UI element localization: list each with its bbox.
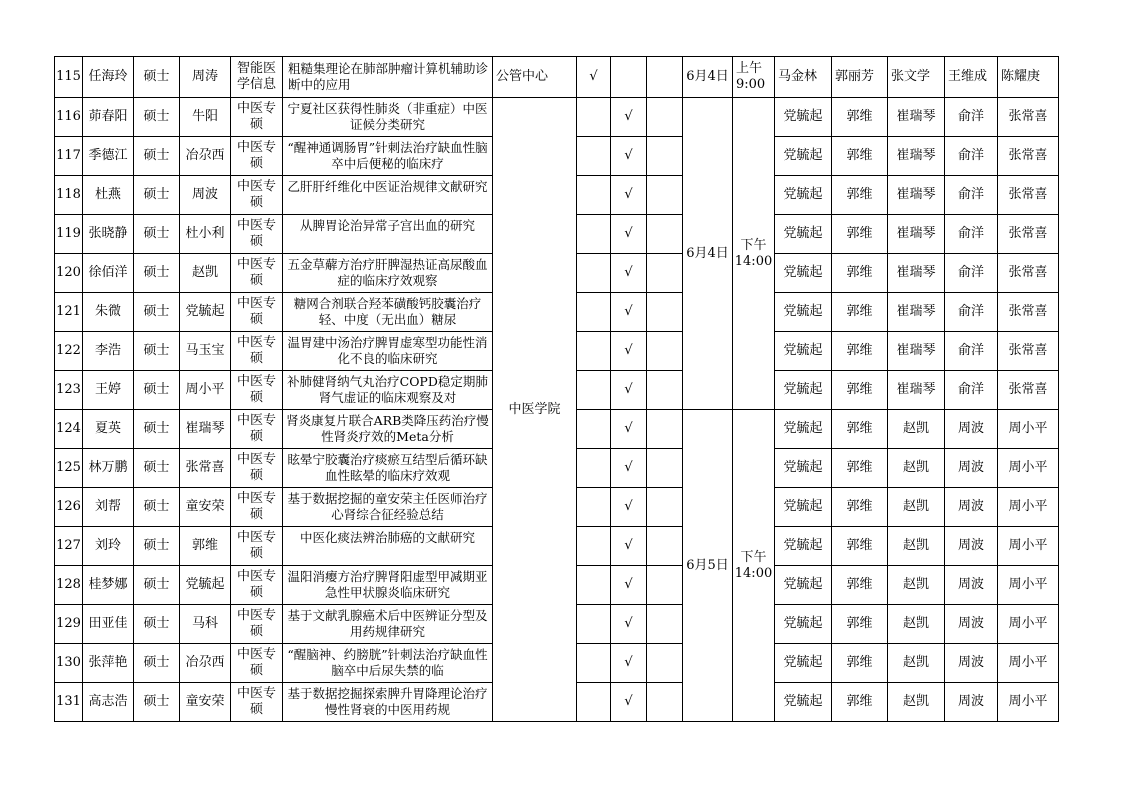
committee-4: 周波 xyxy=(945,488,998,527)
check-mark: √ xyxy=(611,215,647,254)
committee-2: 郭维 xyxy=(832,449,888,488)
committee-4: 周波 xyxy=(945,527,998,566)
student-name: 杜燕 xyxy=(83,176,134,215)
advisor: 赵凯 xyxy=(180,254,231,293)
committee-4: 俞洋 xyxy=(945,215,998,254)
committee-5: 张常喜 xyxy=(998,254,1059,293)
student-name: 田亚佳 xyxy=(83,605,134,644)
committee-5: 张常喜 xyxy=(998,371,1059,410)
committee-2: 郭维 xyxy=(832,293,888,332)
table-row xyxy=(55,57,1059,98)
thesis-title: 宁夏社区获得性肺炎（非重症）中医证候分类研究 xyxy=(283,98,493,137)
row-number: 128 xyxy=(55,566,83,605)
empty-cell xyxy=(647,371,683,410)
degree: 硕士 xyxy=(134,254,180,293)
thesis-title: 糖网合剂联合羟苯磺酸钙胶囊治疗轻、中度（无出血）糖尿 xyxy=(283,293,493,332)
advisor: 周波 xyxy=(180,176,231,215)
empty-cell xyxy=(577,293,611,332)
empty-cell xyxy=(577,254,611,293)
degree: 硕士 xyxy=(134,644,180,683)
committee-1: 党毓起 xyxy=(775,644,832,683)
committee-4: 周波 xyxy=(945,566,998,605)
major: 中医专硕 xyxy=(231,410,283,449)
student-name: 季德江 xyxy=(83,137,134,176)
student-name: 刘帮 xyxy=(83,488,134,527)
committee-5: 张常喜 xyxy=(998,137,1059,176)
committee-1: 党毓起 xyxy=(775,683,832,722)
row-number: 131 xyxy=(55,683,83,722)
empty-cell xyxy=(577,683,611,722)
empty-cell xyxy=(577,566,611,605)
check-mark: √ xyxy=(611,410,647,449)
committee-3: 赵凯 xyxy=(888,488,945,527)
student-name: 张萍艳 xyxy=(83,644,134,683)
advisor: 党毓起 xyxy=(180,566,231,605)
thesis-title: “醒脑神、约膀胱”针刺法治疗缺血性脑卒中后尿失禁的临 xyxy=(283,644,493,683)
major: 中医专硕 xyxy=(231,176,283,215)
thesis-title: “醒神通调肠胃”针刺法治疗缺血性脑卒中后便秘的临床疗 xyxy=(283,137,493,176)
major: 中医专硕 xyxy=(231,527,283,566)
committee-4: 王维成 xyxy=(945,57,998,98)
degree: 硕士 xyxy=(134,527,180,566)
defense-date: 6月5日 xyxy=(683,410,733,722)
student-name: 朱微 xyxy=(83,293,134,332)
committee-1: 党毓起 xyxy=(775,566,832,605)
major: 中医专硕 xyxy=(231,683,283,722)
empty-cell xyxy=(577,449,611,488)
committee-5: 周小平 xyxy=(998,683,1059,722)
student-name: 林万鹏 xyxy=(83,449,134,488)
committee-4: 周波 xyxy=(945,605,998,644)
committee-2: 郭维 xyxy=(832,254,888,293)
check-mark: √ xyxy=(611,605,647,644)
row-number: 130 xyxy=(55,644,83,683)
committee-1: 党毓起 xyxy=(775,527,832,566)
empty-cell xyxy=(647,566,683,605)
row-number: 126 xyxy=(55,488,83,527)
advisor: 周涛 xyxy=(180,57,231,98)
committee-2: 郭维 xyxy=(832,644,888,683)
check-mark: √ xyxy=(611,566,647,605)
major: 中医专硕 xyxy=(231,644,283,683)
committee-1: 党毓起 xyxy=(775,488,832,527)
major: 中医专硕 xyxy=(231,98,283,137)
degree: 硕士 xyxy=(134,566,180,605)
advisor: 马科 xyxy=(180,605,231,644)
degree: 硕士 xyxy=(134,98,180,137)
committee-2: 郭维 xyxy=(832,98,888,137)
committee-3: 崔瑞琴 xyxy=(888,98,945,137)
empty-cell xyxy=(647,644,683,683)
empty-cell xyxy=(647,254,683,293)
committee-2: 郭维 xyxy=(832,137,888,176)
degree: 硕士 xyxy=(134,215,180,254)
check-mark: √ xyxy=(611,293,647,332)
committee-1: 党毓起 xyxy=(775,98,832,137)
committee-3: 崔瑞琴 xyxy=(888,371,945,410)
major: 中医专硕 xyxy=(231,137,283,176)
row-number: 122 xyxy=(55,332,83,371)
major: 智能医学信息 xyxy=(231,57,283,98)
committee-5: 陈耀庚 xyxy=(998,57,1059,98)
committee-5: 周小平 xyxy=(998,488,1059,527)
check-mark: √ xyxy=(611,644,647,683)
major: 中医专硕 xyxy=(231,254,283,293)
committee-5: 张常喜 xyxy=(998,98,1059,137)
empty-cell xyxy=(577,644,611,683)
row-number: 115 xyxy=(55,57,83,98)
empty-cell xyxy=(577,410,611,449)
empty-cell xyxy=(647,449,683,488)
student-name: 夏英 xyxy=(83,410,134,449)
student-name: 李浩 xyxy=(83,332,134,371)
degree: 硕士 xyxy=(134,371,180,410)
check-mark: √ xyxy=(611,254,647,293)
major: 中医专硕 xyxy=(231,566,283,605)
committee-4: 周波 xyxy=(945,449,998,488)
thesis-title: 肾炎康复片联合ARB类降压药治疗慢性肾炎疗效的Meta分析 xyxy=(283,410,493,449)
major: 中医专硕 xyxy=(231,293,283,332)
check-mark: √ xyxy=(611,488,647,527)
committee-4: 俞洋 xyxy=(945,332,998,371)
empty-cell xyxy=(577,332,611,371)
degree: 硕士 xyxy=(134,57,180,98)
row-number: 123 xyxy=(55,371,83,410)
committee-3: 赵凯 xyxy=(888,683,945,722)
committee-3: 赵凯 xyxy=(888,449,945,488)
check-mark: √ xyxy=(611,137,647,176)
empty-cell xyxy=(577,176,611,215)
table-row xyxy=(55,98,1059,137)
committee-3: 赵凯 xyxy=(888,566,945,605)
empty-cell xyxy=(577,527,611,566)
committee-5: 周小平 xyxy=(998,605,1059,644)
committee-4: 俞洋 xyxy=(945,176,998,215)
committee-2: 郭维 xyxy=(832,332,888,371)
empty-cell xyxy=(647,215,683,254)
committee-1: 党毓起 xyxy=(775,332,832,371)
empty-cell xyxy=(647,176,683,215)
major: 中医专硕 xyxy=(231,605,283,644)
thesis-title: 温胃建中汤治疗脾胃虚寒型功能性消化不良的临床研究 xyxy=(283,332,493,371)
committee-1: 党毓起 xyxy=(775,410,832,449)
empty-cell xyxy=(577,488,611,527)
committee-2: 郭丽芳 xyxy=(832,57,888,98)
major: 中医专硕 xyxy=(231,449,283,488)
advisor: 童安荣 xyxy=(180,488,231,527)
committee-3: 张文学 xyxy=(888,57,945,98)
unit-cell: 中医学院 xyxy=(493,98,577,722)
committee-2: 郭维 xyxy=(832,215,888,254)
row-number: 118 xyxy=(55,176,83,215)
committee-1: 党毓起 xyxy=(775,371,832,410)
committee-1: 党毓起 xyxy=(775,137,832,176)
empty-cell xyxy=(647,683,683,722)
row-number: 129 xyxy=(55,605,83,644)
thesis-title: 粗糙集理论在肺部肿瘤计算机辅助诊断中的应用 xyxy=(283,57,493,98)
committee-2: 郭维 xyxy=(832,605,888,644)
thesis-title: 乙肝肝纤维化中医证治规律文献研究 xyxy=(283,176,493,215)
student-name: 高志浩 xyxy=(83,683,134,722)
committee-5: 周小平 xyxy=(998,449,1059,488)
committee-2: 郭维 xyxy=(832,683,888,722)
committee-5: 周小平 xyxy=(998,566,1059,605)
committee-1: 党毓起 xyxy=(775,215,832,254)
check-mark: √ xyxy=(611,683,647,722)
committee-4: 俞洋 xyxy=(945,137,998,176)
committee-1: 马金林 xyxy=(775,57,832,98)
committee-5: 张常喜 xyxy=(998,332,1059,371)
defense-date: 6月4日 xyxy=(683,98,733,410)
thesis-title: 眩晕宁胶囊治疗痰瘀互结型后循环缺血性眩晕的临床疗效观 xyxy=(283,449,493,488)
committee-1: 党毓起 xyxy=(775,254,832,293)
committee-4: 俞洋 xyxy=(945,371,998,410)
thesis-title: 基于数据挖掘探索脾升胃降理论治疗慢性肾衰的中医用药规 xyxy=(283,683,493,722)
empty-cell xyxy=(647,57,683,98)
defense-time: 下午14:00 xyxy=(733,410,775,722)
advisor: 张常喜 xyxy=(180,449,231,488)
committee-3: 崔瑞琴 xyxy=(888,254,945,293)
committee-5: 周小平 xyxy=(998,644,1059,683)
degree: 硕士 xyxy=(134,332,180,371)
row-number: 125 xyxy=(55,449,83,488)
degree: 硕士 xyxy=(134,176,180,215)
degree: 硕士 xyxy=(134,488,180,527)
student-name: 任海玲 xyxy=(83,57,134,98)
committee-1: 党毓起 xyxy=(775,293,832,332)
defense-time: 上午9:00 xyxy=(733,57,775,98)
committee-5: 周小平 xyxy=(998,410,1059,449)
row-number: 117 xyxy=(55,137,83,176)
defense-schedule-table xyxy=(54,56,1059,722)
student-name: 刘玲 xyxy=(83,527,134,566)
committee-4: 俞洋 xyxy=(945,293,998,332)
thesis-title: 五金草薢方治疗肝脾湿热证高尿酸血症的临床疗效观察 xyxy=(283,254,493,293)
check-mark: √ xyxy=(611,332,647,371)
advisor: 崔瑞琴 xyxy=(180,410,231,449)
advisor: 冶尕西 xyxy=(180,644,231,683)
committee-2: 郭维 xyxy=(832,371,888,410)
empty-cell xyxy=(577,605,611,644)
advisor: 童安荣 xyxy=(180,683,231,722)
student-name: 王婷 xyxy=(83,371,134,410)
degree: 硕士 xyxy=(134,683,180,722)
advisor: 牛阳 xyxy=(180,98,231,137)
empty-cell xyxy=(577,215,611,254)
committee-3: 赵凯 xyxy=(888,644,945,683)
degree: 硕士 xyxy=(134,410,180,449)
empty-cell xyxy=(611,57,647,98)
committee-3: 崔瑞琴 xyxy=(888,215,945,254)
committee-3: 崔瑞琴 xyxy=(888,176,945,215)
committee-3: 赵凯 xyxy=(888,410,945,449)
thesis-title: 中医化痰法辨治肺癌的文献研究 xyxy=(283,527,493,566)
row-number: 120 xyxy=(55,254,83,293)
thesis-title: 基于数据挖掘的童安荣主任医师治疗心肾综合征经验总结 xyxy=(283,488,493,527)
advisor: 周小平 xyxy=(180,371,231,410)
committee-3: 崔瑞琴 xyxy=(888,293,945,332)
empty-cell xyxy=(577,371,611,410)
student-name: 茆春阳 xyxy=(83,98,134,137)
check-mark: √ xyxy=(611,176,647,215)
row-number: 124 xyxy=(55,410,83,449)
row-number: 127 xyxy=(55,527,83,566)
major: 中医专硕 xyxy=(231,371,283,410)
advisor: 马玉宝 xyxy=(180,332,231,371)
committee-2: 郭维 xyxy=(832,527,888,566)
student-name: 张晓静 xyxy=(83,215,134,254)
major: 中医专硕 xyxy=(231,488,283,527)
committee-2: 郭维 xyxy=(832,410,888,449)
committee-3: 崔瑞琴 xyxy=(888,332,945,371)
defense-time: 下午14:00 xyxy=(733,98,775,410)
thesis-title: 从脾胃论治异常子宫出血的研究 xyxy=(283,215,493,254)
empty-cell xyxy=(577,98,611,137)
committee-2: 郭维 xyxy=(832,566,888,605)
degree: 硕士 xyxy=(134,605,180,644)
major: 中医专硕 xyxy=(231,332,283,371)
advisor: 冶尕西 xyxy=(180,137,231,176)
empty-cell xyxy=(647,332,683,371)
empty-cell xyxy=(647,488,683,527)
committee-4: 周波 xyxy=(945,644,998,683)
row-number: 116 xyxy=(55,98,83,137)
unit: 公管中心 xyxy=(493,57,577,98)
committee-4: 俞洋 xyxy=(945,98,998,137)
empty-cell xyxy=(647,527,683,566)
advisor: 党毓起 xyxy=(180,293,231,332)
empty-cell xyxy=(647,137,683,176)
empty-cell xyxy=(647,605,683,644)
check-mark: √ xyxy=(611,98,647,137)
committee-3: 赵凯 xyxy=(888,605,945,644)
major: 中医专硕 xyxy=(231,215,283,254)
committee-4: 周波 xyxy=(945,410,998,449)
committee-5: 张常喜 xyxy=(998,176,1059,215)
advisor: 郭维 xyxy=(180,527,231,566)
check-mark: √ xyxy=(611,371,647,410)
defense-date: 6月4日 xyxy=(683,57,733,98)
committee-1: 党毓起 xyxy=(775,449,832,488)
committee-4: 俞洋 xyxy=(945,254,998,293)
degree: 硕士 xyxy=(134,293,180,332)
check-mark: √ xyxy=(577,57,611,98)
advisor: 杜小利 xyxy=(180,215,231,254)
committee-1: 党毓起 xyxy=(775,176,832,215)
empty-cell xyxy=(577,137,611,176)
committee-2: 郭维 xyxy=(832,176,888,215)
empty-cell xyxy=(647,98,683,137)
student-name: 桂梦娜 xyxy=(83,566,134,605)
committee-3: 崔瑞琴 xyxy=(888,137,945,176)
degree: 硕士 xyxy=(134,449,180,488)
committee-5: 周小平 xyxy=(998,527,1059,566)
thesis-title: 温阳消瘿方治疗脾肾阳虚型甲减期亚急性甲状腺炎临床研究 xyxy=(283,566,493,605)
committee-5: 张常喜 xyxy=(998,215,1059,254)
committee-4: 周波 xyxy=(945,683,998,722)
committee-3: 赵凯 xyxy=(888,527,945,566)
check-mark: √ xyxy=(611,449,647,488)
empty-cell xyxy=(647,293,683,332)
committee-2: 郭维 xyxy=(832,488,888,527)
check-mark: √ xyxy=(611,527,647,566)
row-number: 119 xyxy=(55,215,83,254)
student-name: 徐佰洋 xyxy=(83,254,134,293)
row-number: 121 xyxy=(55,293,83,332)
committee-5: 张常喜 xyxy=(998,293,1059,332)
thesis-title: 补肺健肾纳气丸治疗COPD稳定期肺肾气虚证的临床观察及对 xyxy=(283,371,493,410)
thesis-title: 基于文献乳腺癌术后中医辨证分型及用药规律研究 xyxy=(283,605,493,644)
degree: 硕士 xyxy=(134,137,180,176)
empty-cell xyxy=(647,410,683,449)
committee-1: 党毓起 xyxy=(775,605,832,644)
